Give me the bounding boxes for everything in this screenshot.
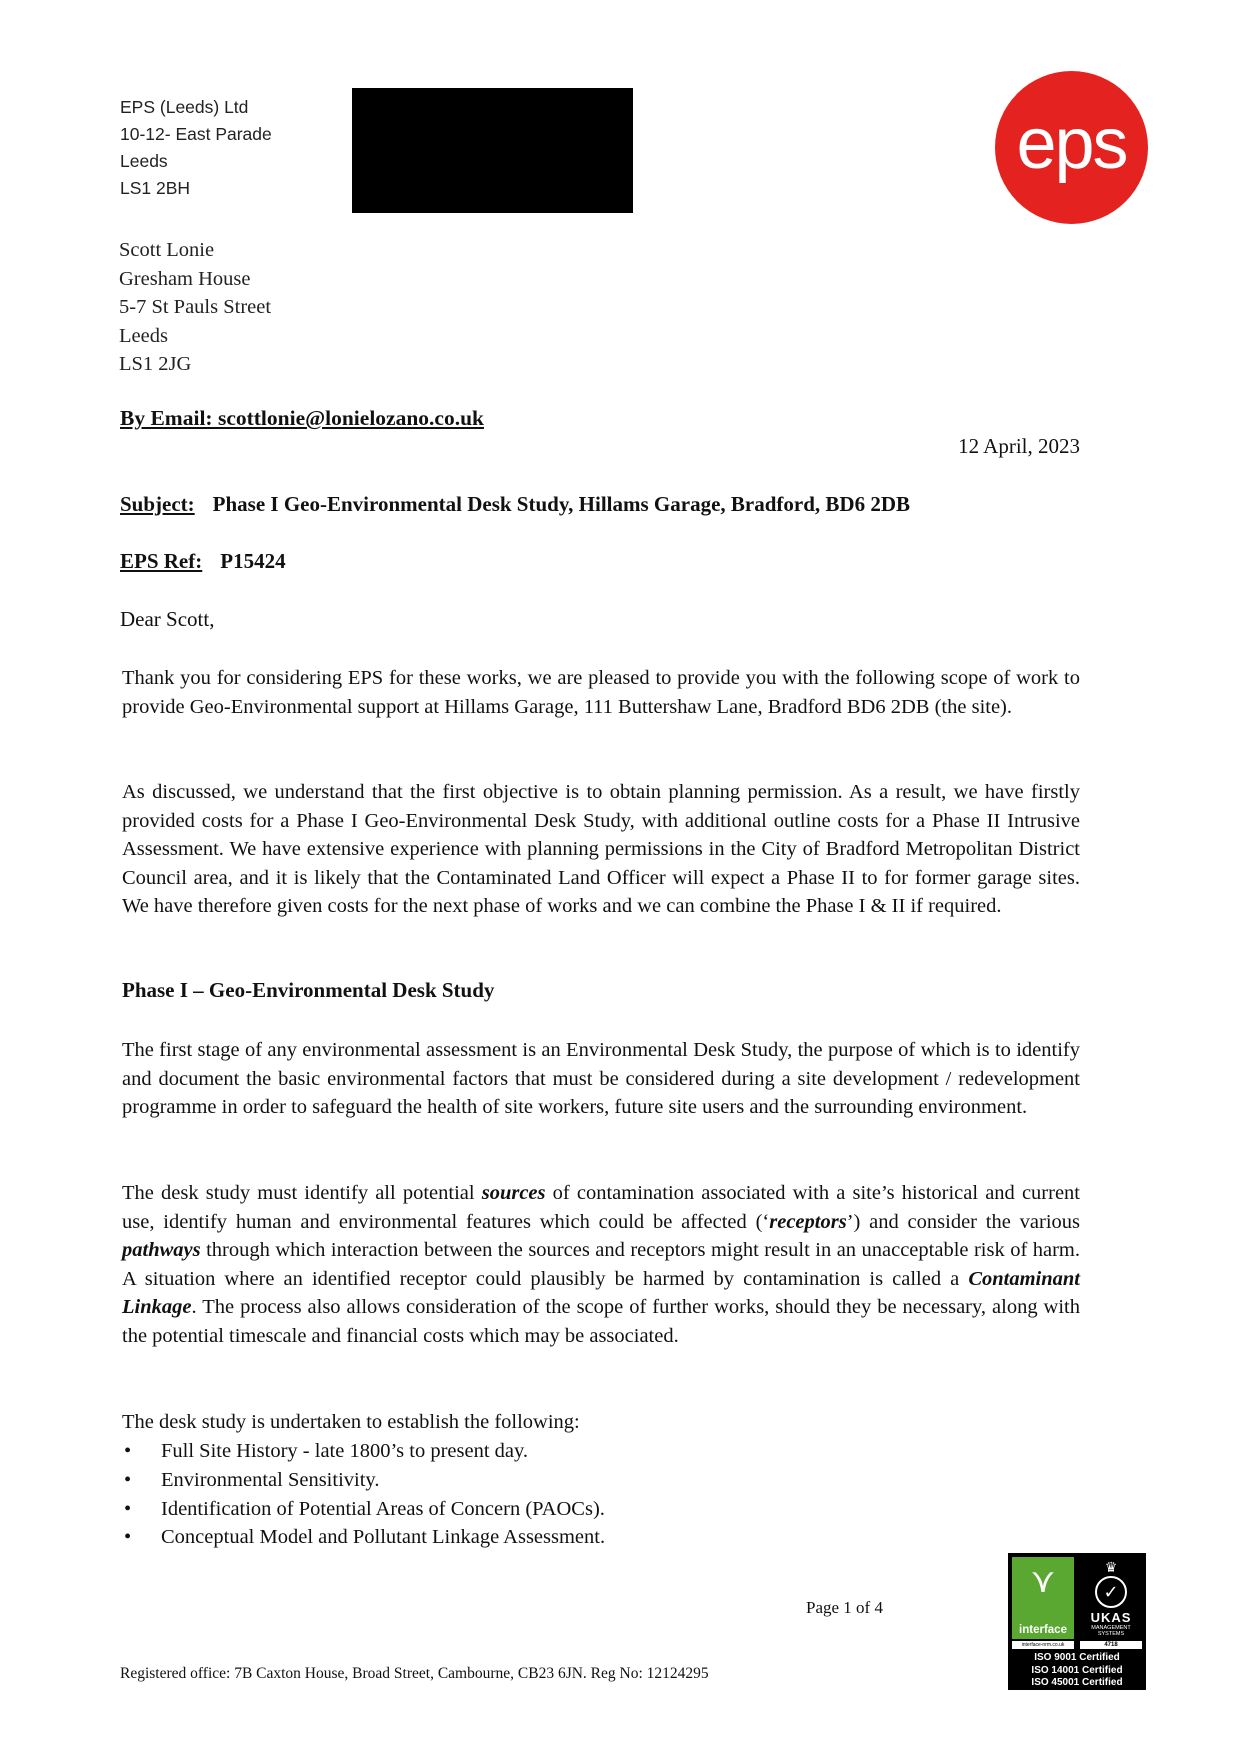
list-item-text: Full Site History - late 1800’s to present day. [161, 1440, 529, 1462]
bullet-icon: • [124, 1440, 132, 1462]
sender-line: EPS (Leeds) Ltd [120, 97, 249, 117]
recipient-line: 5-7 St Pauls Street [119, 296, 272, 319]
logo-text: eps [1016, 104, 1127, 184]
section-heading: Phase I – Geo-Environmental Desk Study [122, 978, 495, 1002]
registered-office-footer: Registered office: 7B Caxton House, Broad Street, Cambourne, CB23 6JN. Reg No: 12124295 [120, 1665, 709, 1682]
reference-value: P15424 [220, 549, 286, 573]
letter-date: 12 April, 2023 [958, 434, 1080, 458]
list-item [122, 1466, 605, 1495]
list-item [122, 1437, 605, 1466]
recipient-line: Leeds [119, 324, 168, 347]
text-run: The desk study must identify all potential [122, 1182, 482, 1204]
ukas-label: UKAS [1090, 1610, 1132, 1625]
sender-line: LS1 2BH [120, 178, 191, 198]
eps-logo [995, 71, 1148, 224]
emphasis-receptors: receptors [769, 1210, 847, 1233]
bullet-icon: • [124, 1497, 132, 1520]
subject-text: Phase I Geo-Environmental Desk Study, Hillams Garage, Bradford, BD6 2DB [212, 492, 910, 516]
paragraph-intro: Thank you for considering EPS for these works, we are pleased to provide you with the following scope of work to provide Geo-Environmental support at Hillams Garage, 111 Buttershaw Lane, Bradford BD6 2DB (the site). [122, 667, 1080, 718]
recipient-address [119, 236, 271, 379]
emphasis-pathways: pathways [122, 1239, 201, 1262]
interface-logo [1012, 1557, 1074, 1639]
sender-line: 10-12- East Parade [120, 124, 272, 144]
email-line[interactable]: By Email: scottlonie@lonielozano.co.uk [120, 406, 484, 430]
text-run: . The process also allows consideration of the scope of further works, should they be necessary, along with the potential timescale and financial costs which may be associated. [122, 1296, 1080, 1347]
bullet-icon: • [124, 1526, 132, 1549]
list-item-text: Environmental Sensitivity. [161, 1468, 380, 1491]
redaction-block [352, 88, 633, 213]
ukas-subtitle: MANAGEMENT SYSTEMS [1091, 1625, 1131, 1637]
paragraph-contaminant-linkage [122, 1179, 1080, 1351]
greeting: Dear Scott, [120, 607, 215, 631]
list-item-text: Conceptual Model and Pollutant Linkage Assessment. [161, 1526, 606, 1549]
scope-list [122, 1437, 605, 1552]
interface-url: interface-nrm.co.uk [1012, 1641, 1074, 1649]
text-run: ’) and consider the various [846, 1210, 1081, 1233]
subject-label: Subject: [120, 492, 195, 516]
paragraph-list-intro: The desk study is undertaken to establish the following: [122, 1411, 580, 1433]
crown-icon: ♛ [1104, 1559, 1118, 1575]
emphasis-sources: sources [481, 1182, 546, 1204]
sender-address [120, 94, 272, 202]
iso-certifications [1012, 1652, 1142, 1690]
ukas-logo [1080, 1557, 1142, 1639]
text-run: through which interaction between the sources and receptors might result in an unacceptable risk of harm. A situation where an identified receptor could plausibly be harmed by contamination is called a [122, 1239, 1080, 1290]
reference-line [120, 549, 286, 574]
subject-line [120, 492, 910, 517]
chevron-down-icon: ⋎ [1030, 1561, 1056, 1601]
list-item-text: Identification of Potential Areas of Concern (PAOCs). [161, 1497, 605, 1520]
iso-line: ISO 14001 Certified [1031, 1664, 1123, 1676]
ukas-number: 4718 [1080, 1641, 1142, 1649]
interface-label: interface [1019, 1624, 1067, 1636]
text-run: of contamination associated with a site’s historical and current use, identify human and environmental features which could be affected (‘ [122, 1182, 1080, 1233]
recipient-line: Gresham House [119, 267, 251, 290]
list-item [122, 1495, 605, 1524]
iso-line: ISO 45001 Certified [1031, 1677, 1123, 1688]
reference-label: EPS Ref: [120, 549, 203, 573]
sender-line: Leeds [120, 151, 168, 171]
page-number: Page 1 of 4 [806, 1598, 883, 1617]
certification-badge [1008, 1553, 1146, 1690]
emphasis-contaminant-linkage: Contaminant Linkage [122, 1267, 1080, 1319]
bullet-icon: • [124, 1468, 132, 1491]
list-item [122, 1523, 605, 1552]
recipient-line: LS1 2JG [119, 353, 192, 376]
paragraph-desk-study: The first stage of any environmental assessment is an Environmental Desk Study, the purpose of which is to identify and document the basic environmental factors that must be considered during a site development / redevelopment programme in order to safeguard the health of site workers, future site users and the surrounding environment. [122, 1039, 1080, 1119]
paragraph-planning: As discussed, we understand that the first objective is to obtain planning permission. As a result, we have firstly provided costs for a Phase I Geo-Environmental Desk Study, with additional outline costs for a Phase II Intrusive Assessment. We have extensive experience with planning permissions in the City of Bradford Metropolitan District Council area, and it is likely that the Contaminated Land Officer will expect a Phase II to for former garage sites. We have therefore given costs for the next phase of works and we can combine the Phase I & II if required. [122, 781, 1080, 918]
recipient-line: Scott Lonie [119, 239, 215, 261]
checkmark-icon: ✓ [1095, 1576, 1127, 1608]
iso-line: ISO 9001 Certified [1034, 1652, 1120, 1663]
